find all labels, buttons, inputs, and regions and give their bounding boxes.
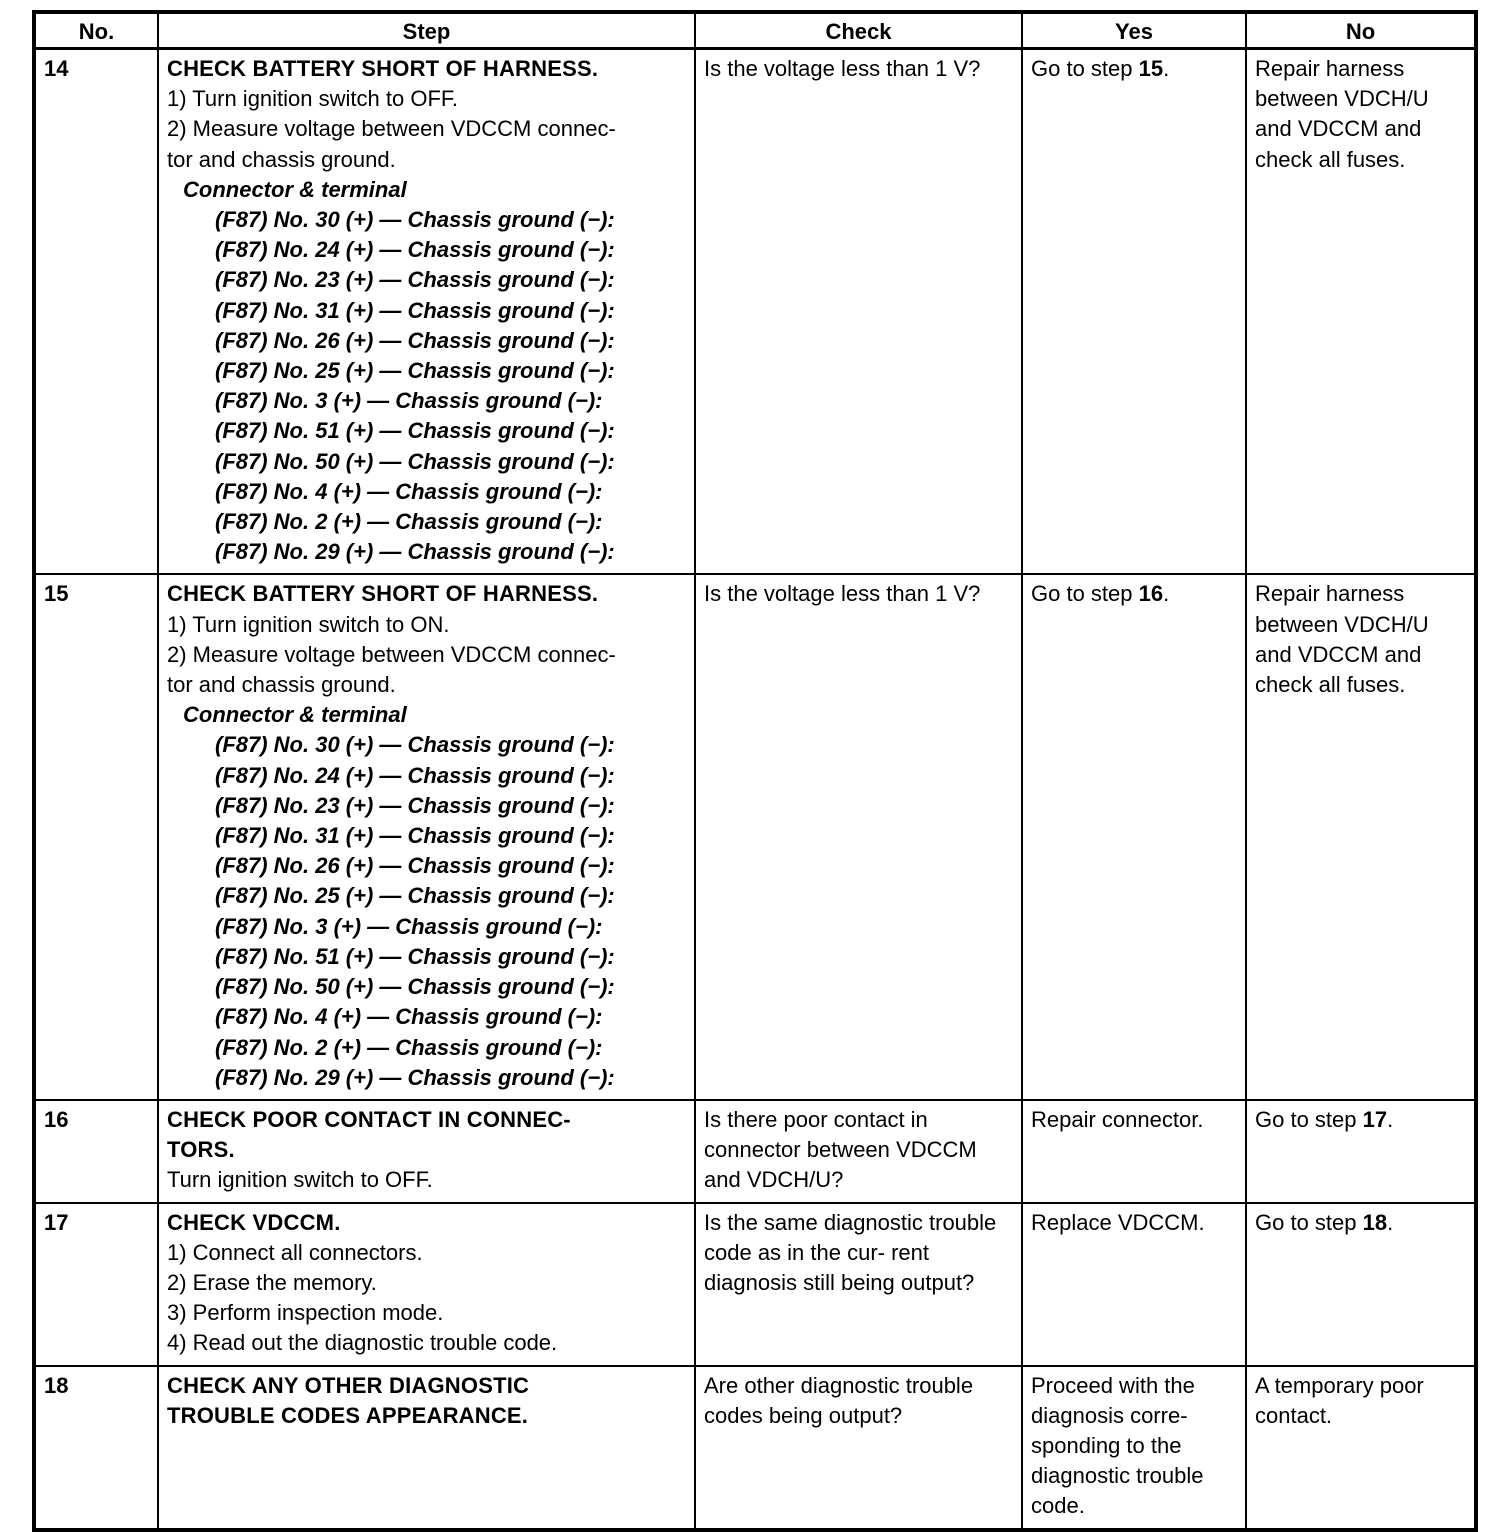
- terminal-line: (F87) No. 30 (+) — Chassis ground (−):: [215, 207, 615, 233]
- table-header-row: [34, 12, 1476, 49]
- step-cell: [158, 1100, 695, 1203]
- step-instruction: 1) Connect all connectors.: [167, 1239, 423, 1265]
- terminal-line: (F87) No. 29 (+) — Chassis ground (−):: [215, 1064, 615, 1090]
- terminal-line: (F87) No. 30 (+) — Chassis ground (−):: [215, 732, 615, 758]
- step-cell: [158, 574, 695, 1099]
- no-result-step: 17: [1362, 1106, 1388, 1132]
- step-title: TORS.: [167, 1137, 235, 1163]
- step-title: CHECK VDCCM.: [167, 1209, 341, 1235]
- terminal-line: (F87) No. 29 (+) — Chassis ground (−):: [215, 539, 615, 565]
- terminal-line: (F87) No. 25 (+) — Chassis ground (−):: [215, 883, 615, 909]
- no-result-prefix: Go to step: [1255, 1106, 1363, 1132]
- terminal-line: (F87) No. 26 (+) — Chassis ground (−):: [215, 327, 615, 353]
- no-result-suffix: .: [1387, 1209, 1394, 1235]
- check-question: Is the voltage less than 1 V?: [695, 574, 1022, 1099]
- yes-result: Repair connector.: [1022, 1100, 1246, 1203]
- terminal-line: (F87) No. 26 (+) — Chassis ground (−):: [215, 853, 615, 879]
- no-result: [1246, 1100, 1476, 1203]
- yes-result: Proceed with the diagnosis corre- sponding to the diagnostic trouble code.: [1022, 1366, 1246, 1530]
- step-number: 18: [34, 1366, 158, 1530]
- header-check: Check: [695, 12, 1022, 49]
- check-question: Is the same diagnostic trouble code as in the cur- rent diagnosis still being output?: [695, 1203, 1022, 1366]
- check-question: Is there poor contact in connector between VDCCM and VDCH/U?: [695, 1100, 1022, 1203]
- table-row: [34, 574, 1476, 1099]
- step-instruction: tor and chassis ground.: [167, 146, 396, 172]
- diagnosis-table: [32, 10, 1478, 1532]
- terminal-line: (F87) No. 50 (+) — Chassis ground (−):: [215, 448, 615, 474]
- step-number: 15: [34, 574, 158, 1099]
- terminal-line: (F87) No. 24 (+) — Chassis ground (−):: [215, 762, 615, 788]
- no-result: [1246, 1203, 1476, 1366]
- terminal-line: (F87) No. 31 (+) — Chassis ground (−):: [215, 823, 615, 849]
- table-row: [34, 1100, 1476, 1203]
- yes-result: [1022, 574, 1246, 1099]
- yes-result: Replace VDCCM.: [1022, 1203, 1246, 1366]
- terminal-line: (F87) No. 31 (+) — Chassis ground (−):: [215, 297, 615, 323]
- yes-result-prefix: Go to step: [1031, 56, 1139, 81]
- no-result: Repair harness between VDCH/U and VDCCM and check all fuses.: [1246, 574, 1476, 1099]
- terminal-line: (F87) No. 3 (+) — Chassis ground (−):: [215, 388, 603, 414]
- step-cell: [158, 49, 695, 575]
- connector-terminal-label: Connector & terminal: [183, 176, 407, 202]
- terminal-line: (F87) No. 4 (+) — Chassis ground (−):: [215, 478, 603, 504]
- step-number: 17: [34, 1203, 158, 1366]
- terminal-line: (F87) No. 2 (+) — Chassis ground (−):: [215, 509, 603, 535]
- step-number: 14: [34, 49, 158, 575]
- connector-terminal-label: Connector & terminal: [183, 702, 407, 728]
- terminal-line: (F87) No. 51 (+) — Chassis ground (−):: [215, 418, 615, 444]
- step-instruction: 1) Turn ignition switch to ON.: [167, 611, 450, 637]
- step-instruction: 2) Erase the memory.: [167, 1269, 377, 1295]
- step-title: TROUBLE CODES APPEARANCE.: [167, 1402, 529, 1428]
- step-title: CHECK BATTERY SHORT OF HARNESS.: [167, 581, 599, 607]
- yes-result-prefix: Go to step: [1031, 581, 1139, 607]
- step-instruction: Turn ignition switch to OFF.: [167, 1167, 433, 1193]
- terminal-line: (F87) No. 3 (+) — Chassis ground (−):: [215, 913, 603, 939]
- step-instruction: 4) Read out the diagnostic trouble code.: [167, 1330, 558, 1356]
- header-step: Step: [158, 12, 695, 49]
- step-title: CHECK POOR CONTACT IN CONNEC-: [167, 1106, 571, 1132]
- step-title: CHECK BATTERY SHORT OF HARNESS.: [167, 56, 599, 81]
- step-cell: [158, 1366, 695, 1530]
- terminal-line: (F87) No. 4 (+) — Chassis ground (−):: [215, 1004, 603, 1030]
- header-no-result: No: [1246, 12, 1476, 49]
- terminal-line: (F87) No. 23 (+) — Chassis ground (−):: [215, 792, 615, 818]
- step-number: 16: [34, 1100, 158, 1203]
- yes-result: [1022, 49, 1246, 575]
- terminal-line: (F87) No. 50 (+) — Chassis ground (−):: [215, 974, 615, 1000]
- terminal-line: (F87) No. 25 (+) — Chassis ground (−):: [215, 358, 615, 384]
- yes-result-suffix: .: [1163, 56, 1170, 81]
- step-cell: [158, 1203, 695, 1366]
- check-question: Is the voltage less than 1 V?: [695, 49, 1022, 575]
- step-instruction: 2) Measure voltage between VDCCM connec-: [167, 641, 616, 667]
- terminal-line: (F87) No. 23 (+) — Chassis ground (−):: [215, 267, 615, 293]
- no-result: A temporary poor contact.: [1246, 1366, 1476, 1530]
- header-yes: Yes: [1022, 12, 1246, 49]
- terminal-line: (F87) No. 24 (+) — Chassis ground (−):: [215, 237, 615, 263]
- step-instruction: 2) Measure voltage between VDCCM connec-: [167, 116, 616, 142]
- table-row: [34, 1366, 1476, 1530]
- table-row: [34, 1203, 1476, 1366]
- check-question: Are other diagnostic trouble codes being output?: [695, 1366, 1022, 1530]
- terminal-line: (F87) No. 2 (+) — Chassis ground (−):: [215, 1034, 603, 1060]
- yes-result-suffix: .: [1163, 581, 1170, 607]
- step-title: CHECK ANY OTHER DIAGNOSTIC: [167, 1372, 530, 1398]
- step-instruction: 1) Turn ignition switch to OFF.: [167, 86, 458, 112]
- table-row: [34, 49, 1476, 575]
- step-instruction: 3) Perform inspection mode.: [167, 1300, 444, 1326]
- yes-result-step: 16: [1138, 581, 1164, 607]
- no-result-step: 18: [1362, 1209, 1388, 1235]
- header-no: No.: [34, 12, 158, 49]
- no-result-suffix: .: [1387, 1106, 1394, 1132]
- terminal-line: (F87) No. 51 (+) — Chassis ground (−):: [215, 943, 615, 969]
- no-result: Repair harness between VDCH/U and VDCCM and check all fuses.: [1246, 49, 1476, 575]
- step-instruction: tor and chassis ground.: [167, 672, 396, 698]
- no-result-prefix: Go to step: [1255, 1209, 1363, 1235]
- yes-result-step: 15: [1138, 56, 1164, 81]
